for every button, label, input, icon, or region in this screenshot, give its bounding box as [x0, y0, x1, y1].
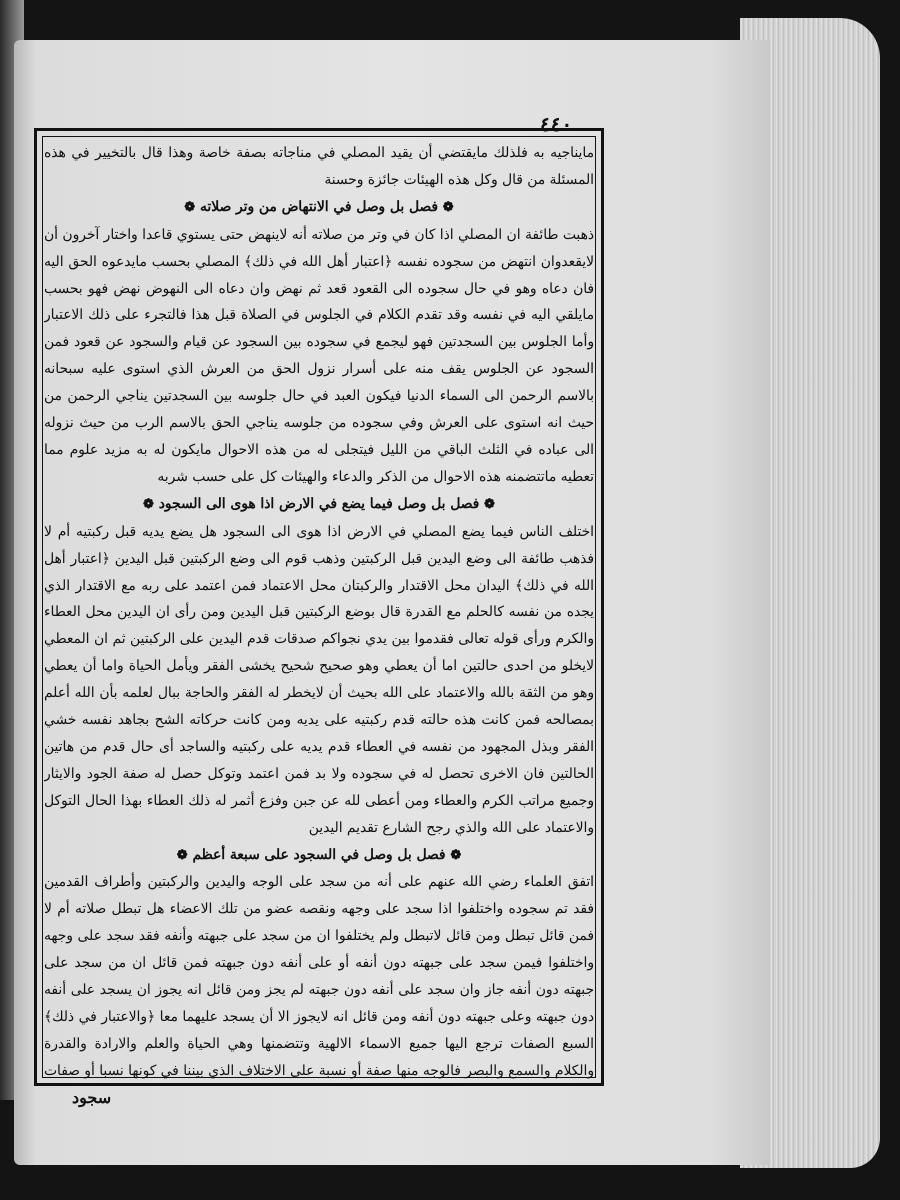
ornament-icon: ❁ [450, 847, 462, 863]
section-heading-prostration-placement [44, 491, 594, 519]
ornament-icon: ❁ [176, 847, 188, 863]
ornament-icon: ❁ [184, 199, 196, 215]
ornament-icon: ❁ [442, 199, 454, 215]
section-heading-rising [44, 194, 594, 222]
paragraph-prostration-placement: اختلف الناس فيما يضع المصلي في الارض اذا هوى الى السجود هل يضع يديه قبل ركبتيه أم لا فذهب طائفة الى وضع اليدين قبل الركبتين وذهب قوم الى وضع الركبتين قبل اليدين ﴿اعتبار أهل الله في ذلك﴾ اليدان محل الاقتدار والركبتان محل الاعتماد فمن اعتمد على ربه مع الاقتدار الذي يجده من نفسه كالحلم مع القدرة قال بوضع الركبتين قبل اليدين ومن رأى ان اليدين محل العطاء والكرم ورأى قوله تعالى فقدموا بين يدي نجواكم صدقات قدم اليدين على الركبتين ثم ان المعطي لايخلو من احدى حالتين اما أن يعطي وهو صحيح شحيح يخشى الفقر ويأمل الحياة واما أن يعطي وهو من الثقة بالله والاعتماد على الله بحيث أن لايخطر له الفقر والحاجة ببال لعلمه بأن الله أعلم بمصالحه فمن كانت هذه حالته قدم ركبتيه على يديه ومن كانت حركاته الشح بجاهد نفسه خشي الفقر وبذل المجهود من نفسه في العطاء قدم يديه على ركبتيه والساجد أى حال قدم من هاتين الحالتين فان الاخرى تحصل له في سجوده ولا بد فمن اعتمد وتوكل حصل له صفة الجود والايثار وجميع مراتب الكرم والعطاء ومن أعطى لله عن جبن وفزع أثمر له ذلك العطاء بهذا الحال التوكل والاعتماد على الله والذي رجح الشارع تقديم اليدين [44, 523, 594, 836]
section-heading-text: فصل بل وصل في السجود على سبعة أعظم [192, 846, 446, 863]
ornament-icon: ❁ [484, 496, 495, 512]
page-number: ٤٤٠ [540, 112, 573, 136]
ornament-icon: ❁ [143, 496, 154, 512]
catchword: سجود [72, 1088, 112, 1107]
section-heading-text: فصل بل وصل فيما يضع في الارض اذا هوى الى السجود [158, 495, 480, 512]
section-heading-text: فصل بل وصل في الانتهاض من وتر صلاته [200, 198, 438, 215]
section-heading-seven-bones [44, 842, 594, 870]
paragraph-opening: مايناجيه به فلذلك مايقتضي أن يقيد المصلي في مناجاته بصفة خاصة وهذا قال بالتخيير في هذه المسئلة من قال وكل هذه الهيئات جائزة وحسنة [44, 145, 594, 188]
paragraph-rising: ذهبت طائفة ان المصلي اذا كان في وتر من صلاته أنه لاينهض حتى يستوي قاعدا واختار آخرون أن لايقعدوان انتهض من سجوده نفسه ﴿اعتبار أهل الله في ذلك﴾ المصلي بحسب مايدعوه الحق اليه فان دعاه وهو في حال سجوده الى القعود قعد ثم نهض وان دعاه الى النهوض نهض فهو بحسب مايلقي اليه في نفسه وقد تقدم الكلام في الجلوس في الصلاة قبل هذا فالتجرء على ذلك الاعتبار وأما الجلوس بين السجدتين فهو ليجمع في سجوده بين السجود عن قيام والسجود عن قعود فمن السجود عن الجلوس يقف منه على أسرار نزول الحق من العرش الذي استوى عليه سبحانه بالاسم الرحمن الى السماء الدنيا فيكون العبد في حال جلوسه بين السجدتين يناجي الرحمن من حيث انه استوى على العرش وفي سجوده من جلوسه يناجي الحق بالاسم الرب من حيث نزوله الى عباده في الثلث الباقي من الليل فيتجلى له من هذه الاحوال مايكون له به مزيد علوم مما تعطيه ماتتضمنه هذه الاحوال من الذكر والدعاء والهيئات كل على حسب شربه [44, 226, 594, 485]
paragraph-seven-bones: اتفق العلماء رضي الله عنهم على أنه من سجد على الوجه واليدين والركبتين وأطراف القدمين فقد تم سجوده واختلفوا اذا سجد على وجهه ونقصه عضو من تلك الاعضاء هل تبطل صلاته أم لا فمن قائل تبطل ومن قائل لاتبطل ولم يختلفوا ان من سجد على جبهته وأنفه فقد سجد على وجهه واختلفوا فيمن سجد على جبهته دون أنفه أو على أنفه دون جبهته فمن قائل ان من سجد على جبهته دون أنفه جاز وان سجد على أنفه دون جبهته لم يجز ومن قائل انه يجوز ان يسجد على أنفه دون جبهته وعلى جبهته دون أنفه ومن قائل انه لايجوز الا أن يسجد عليهما معا ﴿والاعتبار في ذلك﴾ السبع الصفات ترجع اليها جميع الاسماء الالهية وتتضمنها وهي الحياة والعلم والارادة والقدرة والكلام والسمع والبصر فالوجه منها صفة أو نسبة على الاختلاف الذي بيننا في كونها نسبا أو صفات [44, 874, 594, 1079]
main-text [44, 140, 594, 1080]
